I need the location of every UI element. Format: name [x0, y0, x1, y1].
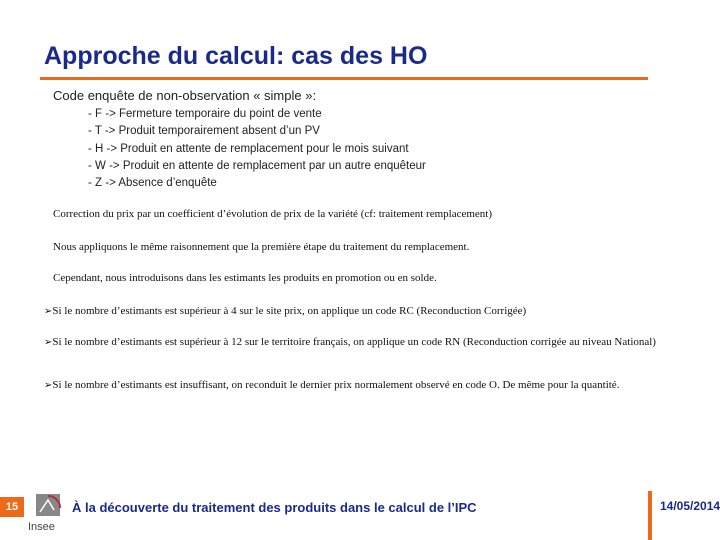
footer-text: À la découverte du traitement des produits dans le calcul de l’IPC — [72, 500, 477, 515]
bullet-item — [44, 304, 684, 319]
slide-title: Approche du calcul: cas des HO — [44, 42, 428, 70]
intro-text: Code enquête de non-observation « simple »: — [53, 88, 317, 103]
footer-divider — [648, 491, 652, 540]
paragraph: Nous appliquons le même raisonnement que la première étape du traitement du remplacement. — [53, 241, 470, 253]
code-item: - W -> Produit en attente de remplacement par un autre enquêteur — [88, 159, 426, 172]
bullet-item — [44, 335, 684, 350]
code-item: - F -> Fermeture temporaire du point de vente — [88, 108, 322, 120]
logo-text: Insee — [28, 521, 55, 533]
bullet-arrow-icon: ➢ — [44, 337, 53, 348]
code-item: - T -> Produit temporairement absent d’un PV — [88, 125, 320, 138]
page-number: 15 — [0, 497, 24, 517]
footer-date: 14/05/2014 — [660, 499, 720, 513]
paragraph: Correction du prix par un coefficient d’évolution de prix de la variété (cf: traitement remplacement) — [53, 208, 493, 220]
insee-logo — [28, 494, 62, 534]
bullet-text: Si le nombre d’estimants est supérieur à 12 sur le territoire français, on applique un code RN (Reconduction corrigée au niveau National) — [52, 336, 656, 348]
title-underline — [40, 77, 648, 80]
bullet-arrow-icon: ➢ — [44, 306, 53, 317]
paragraph: Cependant, nous introduisons dans les estimants les produits en promotion ou en solde. — [53, 272, 437, 284]
bullet-arrow-icon: ➢ — [44, 380, 53, 391]
code-item: - H -> Produit en attente de remplacement pour le mois suivant — [88, 142, 409, 155]
code-list — [88, 106, 426, 192]
code-item: - Z -> Absence d’enquête — [88, 177, 217, 190]
bullet-text: Si le nombre d’estimants est supérieur à 4 sur le site prix, on applique un code RC (Reconduction Corrigée) — [52, 305, 527, 317]
bullet-item — [44, 378, 684, 393]
bullet-text: Si le nombre d’estimants est insuffisant, on reconduit le dernier prix normalement observé en code O. De même pour la quantité. — [52, 379, 620, 391]
